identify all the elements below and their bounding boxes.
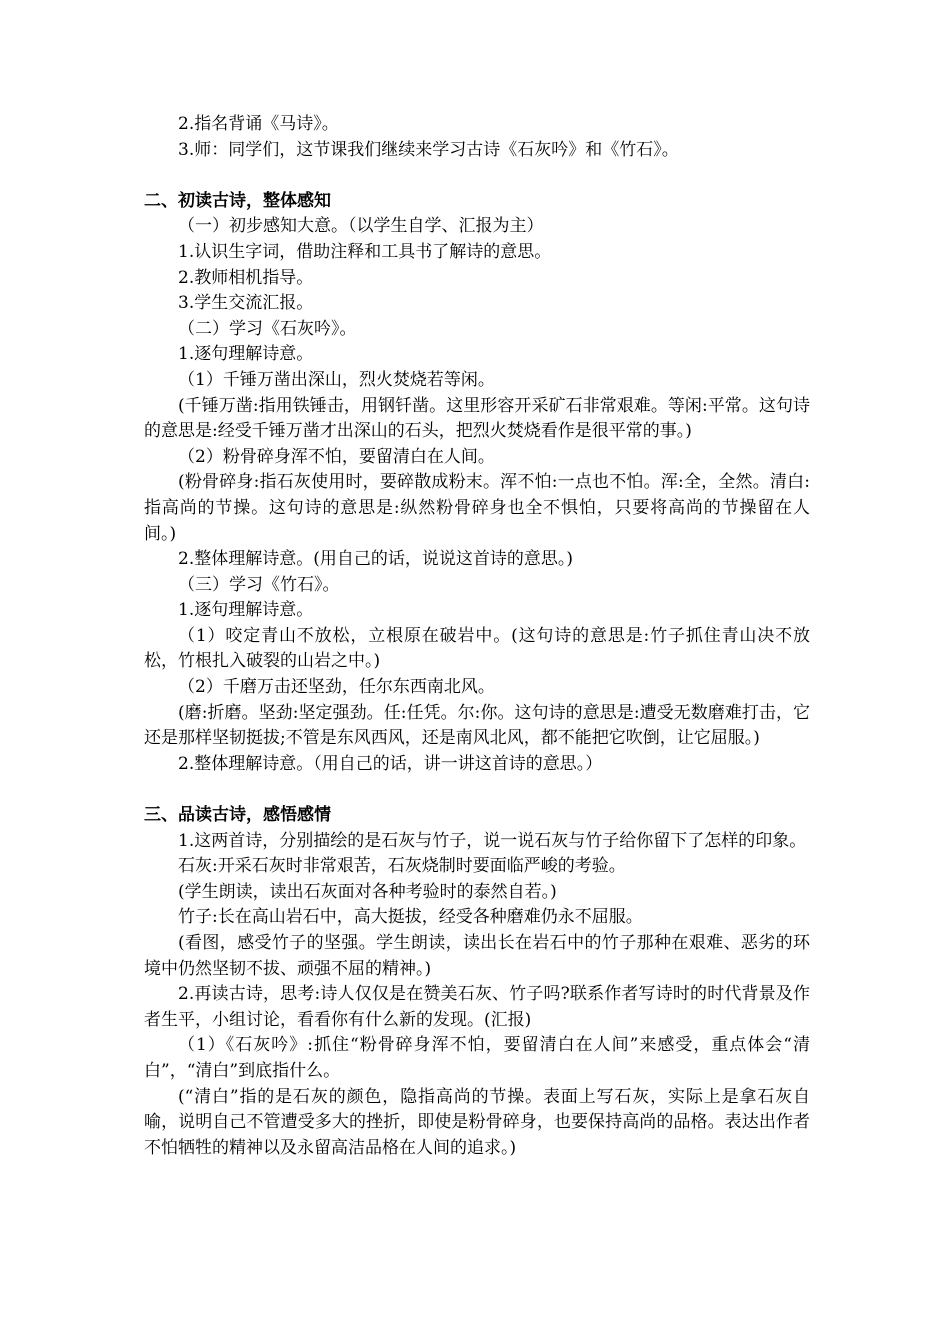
paragraph: 竹子:长在高山岩石中，高大挺拔，经受各种磨难仍永不屈服。 [178, 907, 643, 928]
paragraph: （一）初步感知大意。（以学生自学、汇报为主） [178, 216, 544, 237]
paragraph: (粉骨碎身:指石灰使用时，要碎散成粉末。浑不怕:一点也不怕。浑:全，全然。清白:指高尚的节操。这句诗的意思是:纵然粉骨碎身也全不惧怕，只要将高尚的节操留在人间。) [144, 472, 810, 544]
paragraph: （2）粉骨碎身浑不怕，要留清白在人间。 [178, 446, 495, 467]
paragraph: 2.教师相机指导。 [178, 267, 314, 288]
paragraph: 1.这两首诗，分别描绘的是石灰与竹子，说一说石灰与竹子给你留下了怎样的印象。 [178, 830, 807, 851]
paragraph: （1）《石灰吟》:抓住“粉骨碎身浑不怕，要留清白在人间”来感受，重点体会“清白”，“清白”到底指什么。 [144, 1035, 810, 1081]
section-heading: 三、品读古诗，感悟感情 [144, 805, 331, 826]
paragraph: 2.整体理解诗意。(用自己的话，说说这首诗的意思。) [178, 549, 573, 570]
spacer [144, 777, 810, 803]
paragraph: (磨:折磨。坚劲:坚定强劲。任:任凭。尔:你。这句诗的意思是:遭受无数磨难打击，它还是那样坚韧挺拔;不管是东风西风，还是南风北风，都不能把它吹倒，让它屈服。) [144, 702, 810, 749]
paragraph: 3.学生交流汇报。 [178, 293, 314, 314]
paragraph: 1.逐句理解诗意。 [178, 600, 314, 621]
paragraph: 2.整体理解诗意。（用自己的话，讲一讲这首诗的意思。） [178, 753, 603, 774]
document-page [144, 112, 810, 1161]
paragraph: 2.指名背诵《马诗》。 [178, 114, 339, 134]
paragraph: 3.师：同学们，这节课我们继续来学习古诗《石灰吟》和《竹石》。 [178, 139, 679, 160]
paragraph: 1.逐句理解诗意。 [178, 344, 314, 365]
paragraph: 石灰:开采石灰时非常艰苦，石灰烧制时要面临严峻的考验。 [178, 856, 626, 877]
paragraph: (千锤万凿:指用铁锤击，用钢钎凿。这里形容开采矿石非常艰难。等闲:平常。这句诗的意思是:经受千锤万凿才出深山的石头，把烈火焚烧看作是很平常的事。) [144, 395, 810, 442]
paragraph: （三）学习《竹石》。 [178, 574, 340, 595]
paragraph: (学生朗读，读出石灰面对各种考验时的泰然自若。) [178, 881, 557, 902]
section-heading: 二、初读古诗，整体感知 [144, 190, 331, 211]
paragraph: （二）学习《石灰吟》。 [178, 318, 357, 339]
paragraph: (看图，感受竹子的坚强。学生朗读，读出长在岩石中的竹子那种在艰难、恶劣的环境中仍然坚韧不拔、顽强不屈的精神。) [144, 933, 810, 979]
paragraph: 1.认识生字词，借助注释和工具书了解诗的意思。 [178, 241, 552, 262]
paragraph: （2）千磨万击还坚劲，任尔东西南北风。 [178, 677, 495, 698]
paragraph: (“清白”指的是石灰的颜色，隐指高尚的节操。表面上写石灰，实际上是拿石灰自喻，说明自己不管遭受多大的挫折，即使是粉骨碎身，也要保持高尚的品格。表达出作者不怕牺牲的精神以及永留高洁品格在人间的追求。) [144, 1086, 810, 1158]
paragraph: （1）千锤万凿出深山，烈火焚烧若等闲。 [178, 369, 495, 390]
paragraph: （1）咬定青山不放松，立根原在破岩中。(这句诗的意思是:竹子抓住青山决不放松，竹根扎入破裂的山岩之中。) [144, 625, 810, 672]
spacer [144, 163, 810, 189]
paragraph: 2.再读古诗，思考:诗人仅仅是在赞美石灰、竹子吗?联系作者写诗时的时代背景及作者生平，小组讨论，看看你有什么新的发现。(汇报) [144, 984, 810, 1030]
